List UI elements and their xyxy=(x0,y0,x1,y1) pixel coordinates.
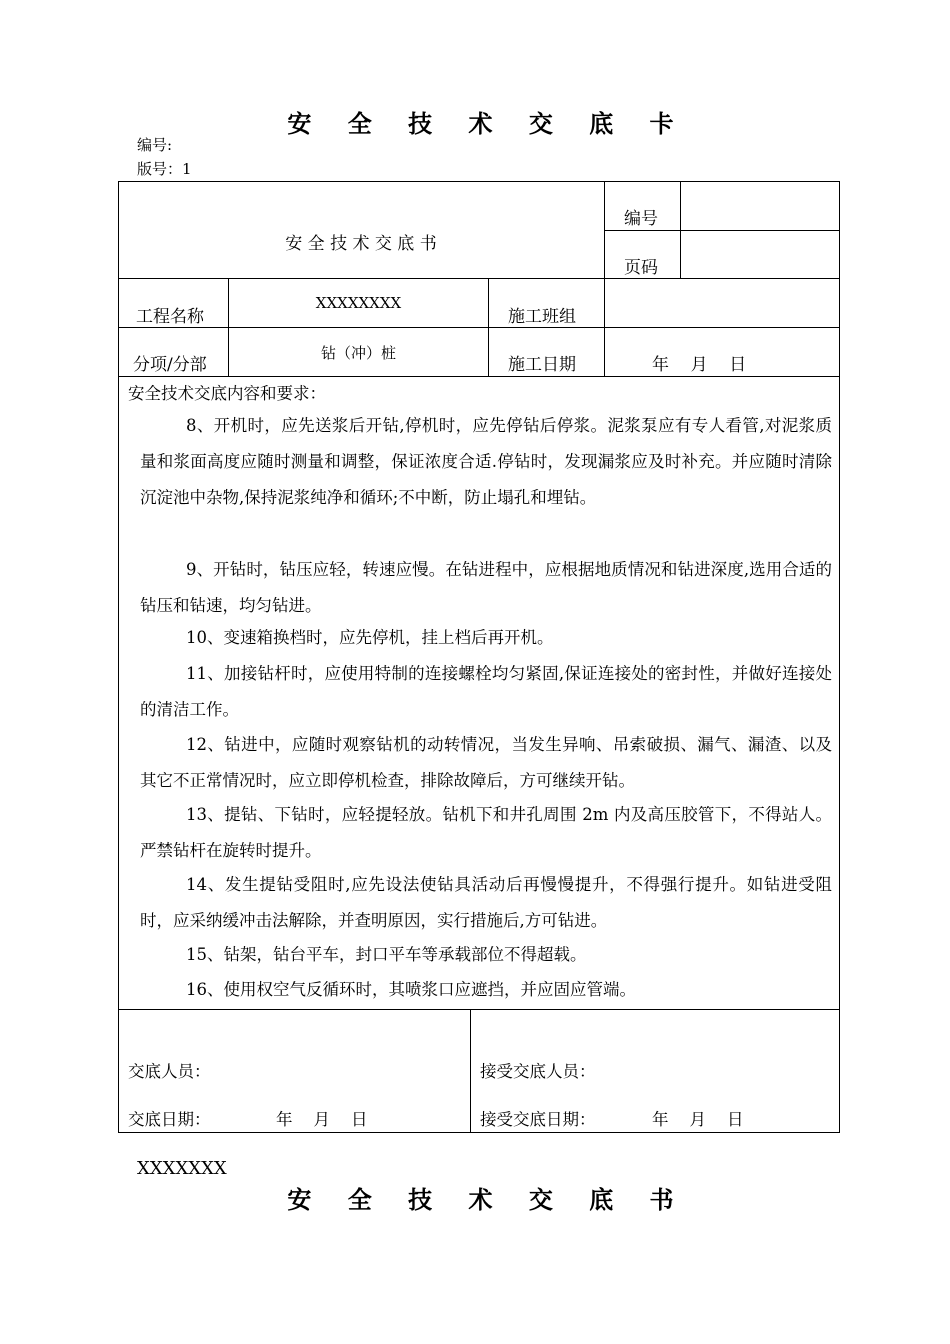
team-field[interactable] xyxy=(605,279,839,327)
footer-title: 安 全 技 术 交 底 书 xyxy=(287,1185,688,1214)
page-field[interactable] xyxy=(681,231,839,278)
giver-date-label: 交底日期： xyxy=(128,1110,211,1129)
table-header-title: 安 全 技 术 交 底 书 xyxy=(285,234,437,254)
paragraph-11: 11、加接钻杆时，应使用特制的连接螺栓均匀紧固,保证连接处的密封性，并做好连接处的清洁工作。 xyxy=(140,664,832,719)
sub-item-value[interactable]: 钻（冲）桩 xyxy=(320,344,396,362)
paragraph-15: 15、钻架，钻台平车，封口平车等承载部位不得超载。 xyxy=(186,945,587,964)
receiver-date-label: 接受交底日期： xyxy=(480,1110,596,1129)
sub-item-label: 分项/分部 xyxy=(133,355,207,375)
team-label: 施工班组 xyxy=(508,307,576,327)
number-label: 编号 xyxy=(624,209,658,229)
paragraph-12: 12、钻进中，应随时观察钻机的动转情况，当发生异响、吊索破损、漏气、漏渣、以及其它不正常情况时，应立即停机检查，排除故障后，方可继续开钻。 xyxy=(140,735,832,790)
paragraph-13: 13、提钻、下钻时，应轻提轻放。钻机下和井孔周围 2m 内及高压胶管下，不得站人。严禁钻杆在旋转时提升。 xyxy=(140,805,832,860)
document-number-label: 编号: xyxy=(137,136,173,154)
paragraph-8: 8、开机时，应先送浆后开钻,停机时，应先停钻后停浆。泥浆泵应有专人看管,对泥浆质量和浆面高度应随时测量和调整，保证浓度合适.停钻时，发现漏浆应及时补充。并应随时清除沉淀池中杂物,保持泥浆纯净和循环;不中断，防止塌孔和埋钻。 xyxy=(140,416,832,507)
giver-label: 交底人员： xyxy=(128,1062,211,1081)
project-name-value[interactable]: XXXXXXXX xyxy=(315,294,402,312)
project-name-label: 工程名称 xyxy=(136,307,204,327)
paragraph-14: 14、发生提钻受阻时,应先设法使钻具活动后再慢慢提升，不得强行提升。如钻进受阻时，应采纳缓冲击法解除，并查明原因，实行措施后,方可钻进。 xyxy=(140,875,832,930)
paragraph-10: 10、变速箱换档时，应先停机，挂上档后再开机。 xyxy=(186,628,554,647)
document-version-label: 版号：1 xyxy=(137,160,192,178)
number-field[interactable] xyxy=(681,182,839,230)
page-label: 页码 xyxy=(624,258,658,278)
receiver-date-value[interactable]: 年 月 日 xyxy=(652,1110,744,1129)
construction-date-label: 施工日期 xyxy=(508,355,576,375)
document-title: 安 全 技 术 交 底 卡 xyxy=(287,109,688,138)
paragraph-16: 16、使用权空气反循环时，其喷浆口应遮挡，并应固应管端。 xyxy=(186,980,636,999)
content-label: 安全技术交底内容和要求： xyxy=(128,384,326,403)
construction-date-value[interactable]: 年 月 日 xyxy=(652,355,747,375)
giver-date-value[interactable]: 年 月 日 xyxy=(276,1110,368,1129)
paragraph-9: 9、开钻时，钻压应轻，转速应慢。在钻进程中，应根据地质情况和钻进深度,选用合适的钻压和钻速，均匀钻进。 xyxy=(140,560,832,615)
receiver-label: 接受交底人员： xyxy=(480,1062,596,1081)
company-name: XXXXXXX xyxy=(137,1158,227,1179)
